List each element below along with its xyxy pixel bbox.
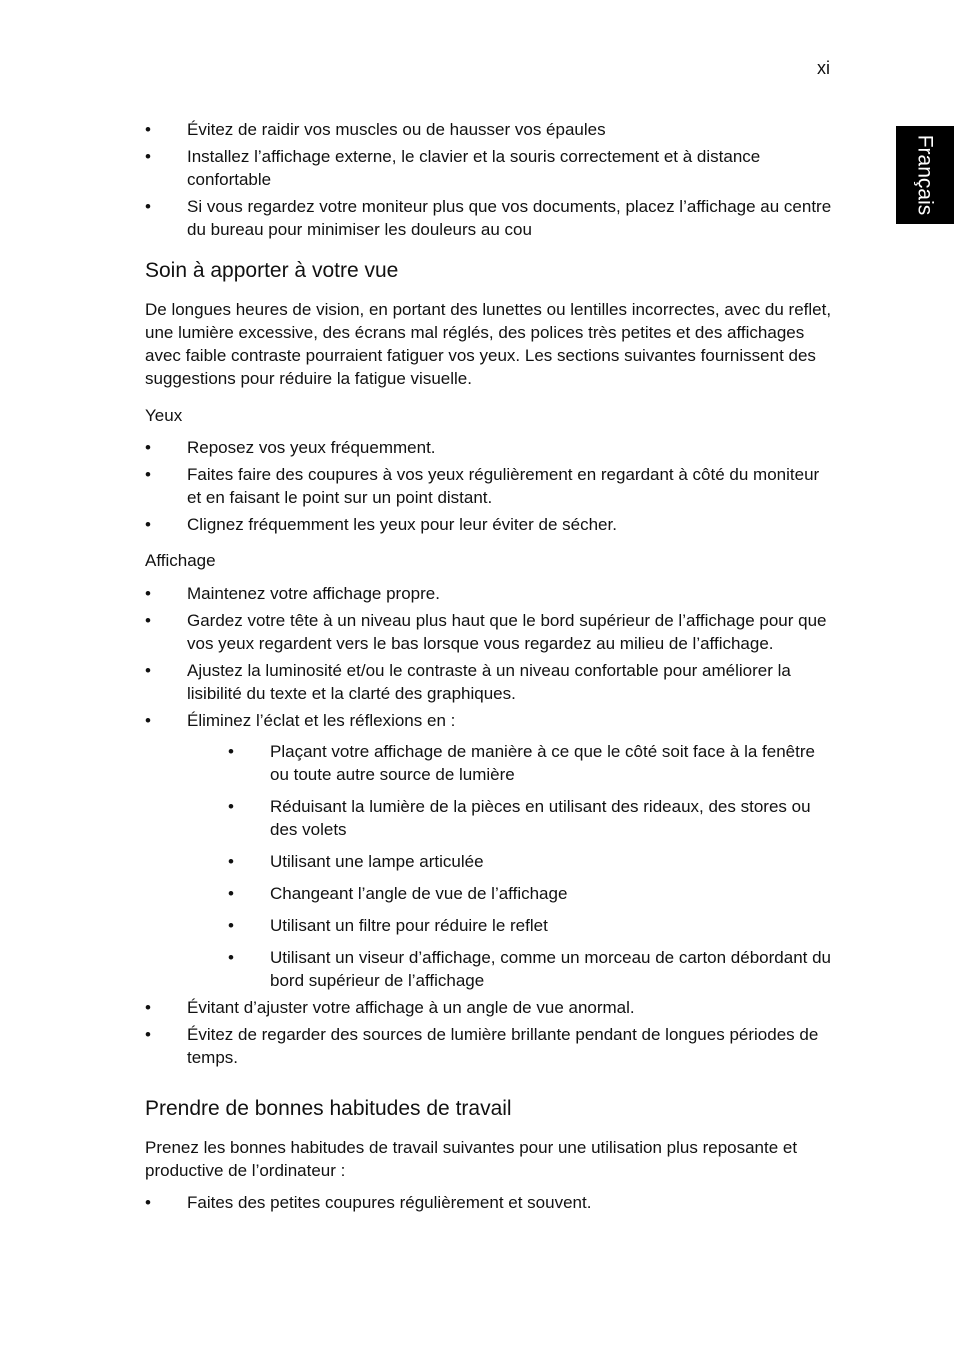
list-item: • Gardez votre tête à un niveau plus haut que le bord supérieur de l’affichage pour que vos yeux regardent vers le bas lorsque vous regardez au milieu de l’affichage. [145,609,833,655]
page-content [145,118,833,1214]
sub-list-item: • Utilisant une lampe articulée [228,850,833,873]
list-item: • Ajustez la luminosité et/ou le contraste à un niveau confortable pour améliorer la lisibilité du texte et la clarté des graphiques. [145,659,833,705]
list-item: • Faites faire des coupures à vos yeux régulièrement en regardant à côté du moniteur et en faisant le point sur un point distant. [145,463,833,509]
language-side-tab [896,126,954,224]
list-item: • Clignez fréquemment les yeux pour leur éviter de sécher. [145,513,833,536]
section-heading-eyes: Soin à apporter à votre vue [145,259,399,282]
yeux-bullet-list [145,436,833,536]
sub-list-item: • Changeant l’angle de vue de l’affichage [228,882,833,905]
habits-intro-paragraph: Prenez les bonnes habitudes de travail suivantes pour une utilisation plus reposante et productive de l’ordinateur : [145,1138,798,1180]
list-item: • Si vous regardez votre moniteur plus que vos documents, placez l’affichage au centre du bureau pour minimiser les douleurs au cou [145,195,833,241]
glare-intro-text: Éliminez l’éclat et les réflexions en : [187,711,456,730]
sub-list-item: • Plaçant votre affichage de manière à ce que le côté soit face à la fenêtre ou toute autre source de lumière [228,740,833,786]
page-number: xi [817,58,830,78]
list-item: • Reposez vos yeux fréquemment. [145,436,833,459]
language-tab-label: Français [913,134,937,216]
section-heading-habits: Prendre de bonnes habitudes de travail [145,1097,512,1120]
affichage-bullet-list [145,582,833,1069]
sub-list-item: • Utilisant un filtre pour réduire le reflet [228,914,833,937]
eyes-intro-paragraph: De longues heures de vision, en portant des lunettes ou lentilles incorrectes, avec du reflet, une lumière excessive, des écrans mal réglés, des polices très petites et des affichages avec faible contraste pourraient fatiguer vos yeux. Les sections suivantes fournissent des suggestions pour réduire la fatigue visuelle. [145,300,832,388]
glare-sub-bullet-list [187,740,833,992]
list-item: • Maintenez votre affichage propre. [145,582,833,605]
list-item: • Faites des petites coupures régulièrement et souvent. [145,1191,833,1214]
list-item [145,709,833,992]
sub-list-item: • Utilisant un viseur d’affichage, comme un morceau de carton débordant du bord supérieur de l’affichage [228,946,833,992]
list-item: • Évitant d’ajuster votre affichage à un angle de vue anormal. [145,996,833,1019]
list-item: • Évitez de raidir vos muscles ou de hausser vos épaules [145,118,833,141]
habits-bullet-list [145,1191,833,1214]
subheading-yeux: Yeux [145,406,183,425]
list-item: • Installez l’affichage externe, le clavier et la souris correctement et à distance confortable [145,145,833,191]
list-item: • Évitez de regarder des sources de lumière brillante pendant de longues périodes de temps. [145,1023,833,1069]
intro-bullet-list [145,118,833,241]
subheading-affichage: Affichage [145,551,216,570]
sub-list-item: • Réduisant la lumière de la pièces en utilisant des rideaux, des stores ou des volets [228,795,833,841]
